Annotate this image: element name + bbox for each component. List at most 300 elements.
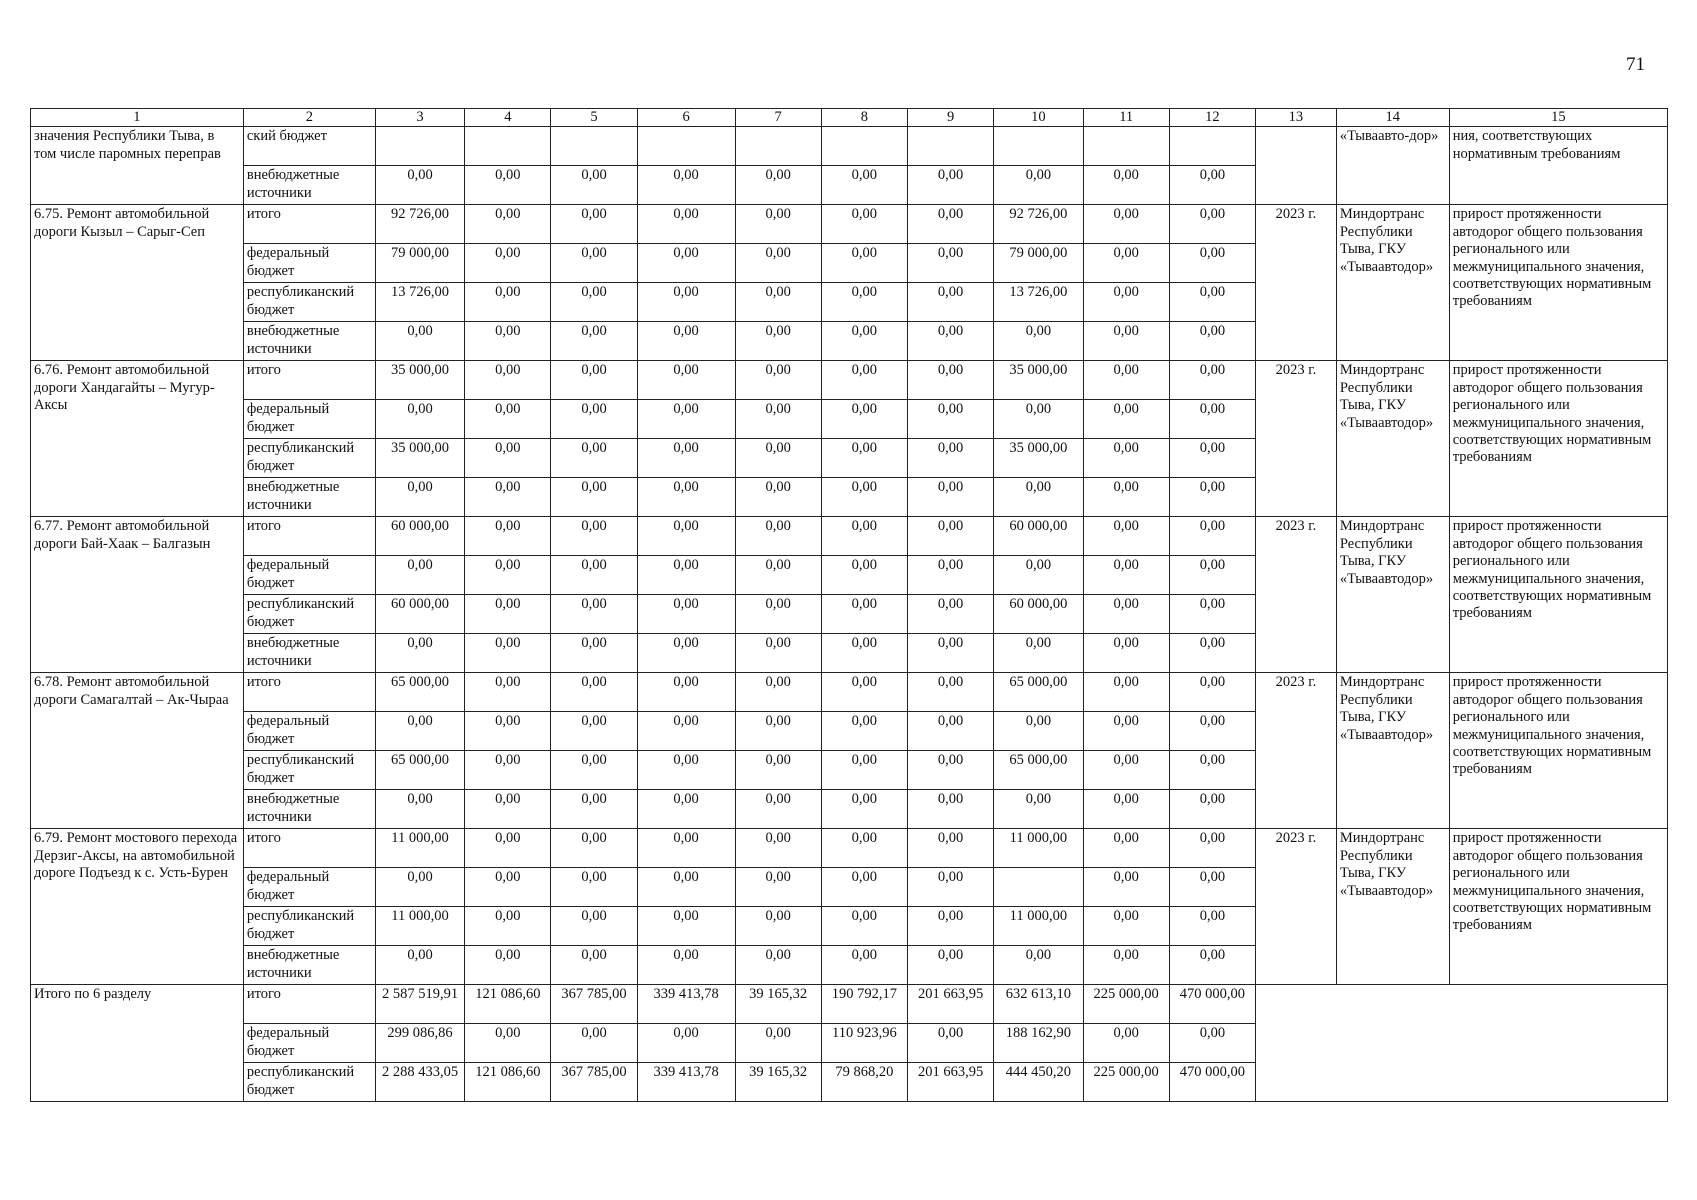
- table-row: [31, 127, 1668, 166]
- amount-cell: 0,00: [551, 673, 637, 712]
- amount-cell: 0,00: [1169, 868, 1255, 907]
- funding-source: ский бюджет: [243, 127, 375, 166]
- amount-cell: 0,00: [735, 673, 821, 712]
- amount-cell: 0,00: [551, 868, 637, 907]
- amount-cell: 11 000,00: [994, 829, 1083, 868]
- amount-cell: 0,00: [735, 907, 821, 946]
- amount-cell: 0,00: [637, 556, 735, 595]
- implementation-period: 2023 г.: [1255, 673, 1336, 829]
- amount-cell: 0,00: [1083, 1024, 1169, 1063]
- funding-source: федеральный бюджет: [243, 868, 375, 907]
- amount-cell: 0,00: [1169, 1024, 1255, 1063]
- amount-cell: 0,00: [821, 751, 907, 790]
- funding-source: внебюджетные источники: [243, 946, 375, 985]
- amount-cell: 0,00: [735, 556, 821, 595]
- implementation-period: 2023 г.: [1255, 205, 1336, 361]
- table-row: [31, 517, 1668, 556]
- amount-cell: 0,00: [375, 322, 464, 361]
- amount-cell: 0,00: [994, 712, 1083, 751]
- amount-cell: 0,00: [1169, 595, 1255, 634]
- amount-cell: 0,00: [735, 751, 821, 790]
- amount-cell: 0,00: [551, 907, 637, 946]
- column-number-13: 13: [1255, 109, 1336, 127]
- amount-cell: 0,00: [637, 946, 735, 985]
- amount-cell: 0,00: [735, 517, 821, 556]
- amount-cell: 2 587 519,91: [375, 985, 464, 1024]
- responsible-executor: «Тываавто-дор»: [1336, 127, 1449, 205]
- funding-source: итого: [243, 829, 375, 868]
- amount-cell: 0,00: [551, 751, 637, 790]
- amount-cell: 0,00: [551, 829, 637, 868]
- responsible-executor: Миндортранс Республики Тыва, ГКУ «Тываавтодор»: [1336, 361, 1449, 517]
- amount-cell: 0,00: [637, 907, 735, 946]
- amount-cell: 0,00: [907, 361, 993, 400]
- amount-cell: 0,00: [735, 595, 821, 634]
- amount-cell: 0,00: [1169, 751, 1255, 790]
- amount-cell: 35 000,00: [994, 361, 1083, 400]
- amount-cell: 0,00: [1083, 322, 1169, 361]
- amount-cell: 39 165,32: [735, 985, 821, 1024]
- amount-cell: 0,00: [1083, 595, 1169, 634]
- amount-cell: 0,00: [551, 283, 637, 322]
- amount-cell: 0,00: [637, 400, 735, 439]
- amount-cell: 65 000,00: [375, 673, 464, 712]
- amount-cell: 0,00: [821, 400, 907, 439]
- amount-cell: [637, 127, 735, 166]
- amount-cell: 0,00: [907, 634, 993, 673]
- amount-cell: 0,00: [907, 673, 993, 712]
- amount-cell: 0,00: [375, 712, 464, 751]
- amount-cell: 65 000,00: [375, 751, 464, 790]
- amount-cell: 0,00: [465, 673, 551, 712]
- table-row: [31, 205, 1668, 244]
- amount-cell: 0,00: [821, 673, 907, 712]
- amount-cell: 0,00: [551, 517, 637, 556]
- amount-cell: 0,00: [1083, 556, 1169, 595]
- amount-cell: 121 086,60: [465, 985, 551, 1024]
- amount-cell: 0,00: [551, 400, 637, 439]
- amount-cell: 0,00: [1083, 478, 1169, 517]
- amount-cell: 0,00: [735, 712, 821, 751]
- amount-cell: 0,00: [551, 361, 637, 400]
- amount-cell: 65 000,00: [994, 673, 1083, 712]
- amount-cell: 225 000,00: [1083, 1063, 1169, 1102]
- amount-cell: [994, 868, 1083, 907]
- amount-cell: 0,00: [821, 244, 907, 283]
- amount-cell: 0,00: [465, 166, 551, 205]
- amount-cell: 0,00: [637, 322, 735, 361]
- amount-cell: 35 000,00: [994, 439, 1083, 478]
- amount-cell: 0,00: [465, 790, 551, 829]
- amount-cell: 0,00: [1083, 205, 1169, 244]
- amount-cell: 0,00: [735, 634, 821, 673]
- amount-cell: 0,00: [821, 166, 907, 205]
- amount-cell: 0,00: [551, 166, 637, 205]
- amount-cell: 0,00: [551, 439, 637, 478]
- amount-cell: 367 785,00: [551, 1063, 637, 1102]
- funding-source: республиканский бюджет: [243, 907, 375, 946]
- amount-cell: [994, 127, 1083, 166]
- amount-cell: 79 868,20: [821, 1063, 907, 1102]
- amount-cell: 60 000,00: [375, 517, 464, 556]
- amount-cell: 0,00: [821, 439, 907, 478]
- amount-cell: 0,00: [465, 595, 551, 634]
- item-name: 6.79. Ремонт мостового перехода Дерзиг-Аксы, на автомобильной дороге Подъезд к с. Усть-Бурен: [31, 829, 244, 985]
- amount-cell: 0,00: [465, 751, 551, 790]
- column-number-1: 1: [31, 109, 244, 127]
- column-number-9: 9: [907, 109, 993, 127]
- amount-cell: 0,00: [465, 361, 551, 400]
- amount-cell: [551, 127, 637, 166]
- amount-cell: 225 000,00: [1083, 985, 1169, 1024]
- amount-cell: 0,00: [375, 478, 464, 517]
- amount-cell: 92 726,00: [375, 205, 464, 244]
- amount-cell: [1169, 127, 1255, 166]
- expected-result: ния, соответствующих нормативным требованиям: [1449, 127, 1667, 205]
- amount-cell: 0,00: [465, 478, 551, 517]
- amount-cell: 0,00: [735, 790, 821, 829]
- amount-cell: 0,00: [1083, 361, 1169, 400]
- funding-source: итого: [243, 205, 375, 244]
- amount-cell: 339 413,78: [637, 985, 735, 1024]
- amount-cell: 0,00: [735, 868, 821, 907]
- amount-cell: 0,00: [1169, 556, 1255, 595]
- amount-cell: 0,00: [637, 868, 735, 907]
- implementation-period: 2023 г.: [1255, 829, 1336, 985]
- amount-cell: 0,00: [465, 946, 551, 985]
- amount-cell: 0,00: [637, 205, 735, 244]
- amount-cell: 0,00: [735, 478, 821, 517]
- amount-cell: 0,00: [821, 907, 907, 946]
- amount-cell: 0,00: [1083, 400, 1169, 439]
- amount-cell: 0,00: [1169, 907, 1255, 946]
- amount-cell: 0,00: [994, 322, 1083, 361]
- amount-cell: 444 450,20: [994, 1063, 1083, 1102]
- budget-table: [30, 108, 1668, 1102]
- amount-cell: 0,00: [1169, 478, 1255, 517]
- responsible-executor: Миндортранс Республики Тыва, ГКУ «Тываавтодор»: [1336, 673, 1449, 829]
- amount-cell: 0,00: [637, 517, 735, 556]
- amount-cell: 0,00: [1169, 634, 1255, 673]
- amount-cell: 0,00: [1169, 205, 1255, 244]
- amount-cell: 92 726,00: [994, 205, 1083, 244]
- amount-cell: 0,00: [465, 634, 551, 673]
- amount-cell: 11 000,00: [375, 907, 464, 946]
- amount-cell: [907, 127, 993, 166]
- amount-cell: 0,00: [821, 946, 907, 985]
- table-row: [31, 361, 1668, 400]
- amount-cell: 0,00: [735, 166, 821, 205]
- amount-cell: 0,00: [1083, 751, 1169, 790]
- amount-cell: 201 663,95: [907, 1063, 993, 1102]
- implementation-period: [1255, 127, 1336, 205]
- column-number-7: 7: [735, 109, 821, 127]
- funding-source: республиканский бюджет: [243, 1063, 375, 1102]
- amount-cell: 0,00: [551, 634, 637, 673]
- amount-cell: 201 663,95: [907, 985, 993, 1024]
- amount-cell: 0,00: [465, 1024, 551, 1063]
- amount-cell: 0,00: [907, 907, 993, 946]
- amount-cell: 0,00: [907, 751, 993, 790]
- header-row: [31, 109, 1668, 127]
- amount-cell: 0,00: [907, 829, 993, 868]
- column-number-15: 15: [1449, 109, 1667, 127]
- amount-cell: 0,00: [1083, 868, 1169, 907]
- amount-cell: 470 000,00: [1169, 985, 1255, 1024]
- amount-cell: 13 726,00: [994, 283, 1083, 322]
- amount-cell: 0,00: [1169, 790, 1255, 829]
- amount-cell: 39 165,32: [735, 1063, 821, 1102]
- amount-cell: 0,00: [907, 595, 993, 634]
- amount-cell: 0,00: [1083, 907, 1169, 946]
- table-row: [31, 985, 1668, 1024]
- amount-cell: 11 000,00: [994, 907, 1083, 946]
- amount-cell: 79 000,00: [994, 244, 1083, 283]
- amount-cell: 0,00: [907, 790, 993, 829]
- amount-cell: 0,00: [637, 283, 735, 322]
- funding-source: федеральный бюджет: [243, 556, 375, 595]
- amount-cell: 0,00: [994, 478, 1083, 517]
- amount-cell: 190 792,17: [821, 985, 907, 1024]
- funding-source: федеральный бюджет: [243, 1024, 375, 1063]
- amount-cell: 0,00: [994, 400, 1083, 439]
- item-name: значения Республики Тыва, в том числе паромных переправ: [31, 127, 244, 205]
- empty-cell: [1255, 985, 1667, 1102]
- column-number-2: 2: [243, 109, 375, 127]
- item-name: Итого по 6 разделу: [31, 985, 244, 1102]
- amount-cell: 0,00: [465, 205, 551, 244]
- amount-cell: 0,00: [637, 361, 735, 400]
- amount-cell: 0,00: [637, 829, 735, 868]
- amount-cell: 0,00: [465, 283, 551, 322]
- amount-cell: 0,00: [637, 166, 735, 205]
- amount-cell: 0,00: [821, 283, 907, 322]
- responsible-executor: Миндортранс Республики Тыва, ГКУ «Тываавтодор»: [1336, 517, 1449, 673]
- amount-cell: 0,00: [551, 244, 637, 283]
- amount-cell: [375, 127, 464, 166]
- amount-cell: 0,00: [1083, 439, 1169, 478]
- amount-cell: [1083, 127, 1169, 166]
- funding-source: внебюджетные источники: [243, 322, 375, 361]
- amount-cell: 0,00: [907, 946, 993, 985]
- funding-source: республиканский бюджет: [243, 283, 375, 322]
- amount-cell: 0,00: [465, 712, 551, 751]
- funding-source: федеральный бюджет: [243, 400, 375, 439]
- amount-cell: 0,00: [551, 595, 637, 634]
- amount-cell: [465, 127, 551, 166]
- amount-cell: 0,00: [821, 595, 907, 634]
- amount-cell: 65 000,00: [994, 751, 1083, 790]
- amount-cell: 0,00: [375, 166, 464, 205]
- amount-cell: 0,00: [994, 790, 1083, 829]
- amount-cell: 0,00: [907, 517, 993, 556]
- column-number-12: 12: [1169, 109, 1255, 127]
- amount-cell: 299 086,86: [375, 1024, 464, 1063]
- funding-source: внебюджетные источники: [243, 634, 375, 673]
- funding-source: внебюджетные источники: [243, 166, 375, 205]
- amount-cell: 0,00: [1169, 400, 1255, 439]
- amount-cell: 0,00: [465, 244, 551, 283]
- amount-cell: 0,00: [1169, 673, 1255, 712]
- amount-cell: 632 613,10: [994, 985, 1083, 1024]
- amount-cell: 0,00: [1169, 361, 1255, 400]
- amount-cell: 0,00: [907, 322, 993, 361]
- amount-cell: 0,00: [821, 205, 907, 244]
- amount-cell: 0,00: [735, 400, 821, 439]
- amount-cell: 0,00: [375, 868, 464, 907]
- amount-cell: 0,00: [821, 790, 907, 829]
- amount-cell: 0,00: [465, 322, 551, 361]
- amount-cell: 0,00: [821, 712, 907, 751]
- amount-cell: 35 000,00: [375, 361, 464, 400]
- funding-source: федеральный бюджет: [243, 244, 375, 283]
- amount-cell: 0,00: [1169, 283, 1255, 322]
- table-row: [31, 673, 1668, 712]
- funding-source: республиканский бюджет: [243, 751, 375, 790]
- amount-cell: 0,00: [375, 634, 464, 673]
- amount-cell: 0,00: [907, 1024, 993, 1063]
- amount-cell: 0,00: [1083, 790, 1169, 829]
- amount-cell: 0,00: [1083, 517, 1169, 556]
- amount-cell: 0,00: [821, 361, 907, 400]
- amount-cell: 0,00: [735, 829, 821, 868]
- amount-cell: 0,00: [551, 1024, 637, 1063]
- amount-cell: 0,00: [907, 439, 993, 478]
- column-number-14: 14: [1336, 109, 1449, 127]
- amount-cell: 121 086,60: [465, 1063, 551, 1102]
- amount-cell: 0,00: [1083, 283, 1169, 322]
- amount-cell: 0,00: [1083, 946, 1169, 985]
- funding-source: итого: [243, 985, 375, 1024]
- amount-cell: 367 785,00: [551, 985, 637, 1024]
- amount-cell: 0,00: [735, 283, 821, 322]
- amount-cell: 110 923,96: [821, 1024, 907, 1063]
- amount-cell: 339 413,78: [637, 1063, 735, 1102]
- amount-cell: 0,00: [551, 946, 637, 985]
- amount-cell: 0,00: [375, 946, 464, 985]
- amount-cell: 0,00: [1169, 829, 1255, 868]
- amount-cell: 0,00: [735, 946, 821, 985]
- amount-cell: 0,00: [994, 166, 1083, 205]
- funding-source: внебюджетные источники: [243, 790, 375, 829]
- amount-cell: 0,00: [637, 478, 735, 517]
- expected-result: прирост протяженности автодорог общего пользования регионального или межмуниципального значения, соответствующих нормативным требованиям: [1449, 673, 1667, 829]
- amount-cell: 0,00: [551, 478, 637, 517]
- item-name: 6.78. Ремонт автомобильной дороги Самагалтай – Ак-Чыраа: [31, 673, 244, 829]
- amount-cell: 0,00: [637, 1024, 735, 1063]
- amount-cell: [735, 127, 821, 166]
- amount-cell: 0,00: [465, 439, 551, 478]
- page-number: 71: [1626, 54, 1645, 75]
- amount-cell: 0,00: [1169, 517, 1255, 556]
- amount-cell: 0,00: [637, 439, 735, 478]
- amount-cell: 0,00: [735, 244, 821, 283]
- amount-cell: 0,00: [735, 439, 821, 478]
- amount-cell: 0,00: [637, 244, 735, 283]
- responsible-executor: Миндортранс Республики Тыва, ГКУ «Тываавтодор»: [1336, 205, 1449, 361]
- amount-cell: 0,00: [907, 868, 993, 907]
- amount-cell: 0,00: [1169, 322, 1255, 361]
- amount-cell: 0,00: [637, 673, 735, 712]
- amount-cell: 0,00: [1169, 439, 1255, 478]
- amount-cell: 35 000,00: [375, 439, 464, 478]
- funding-source: итого: [243, 517, 375, 556]
- amount-cell: 0,00: [465, 907, 551, 946]
- amount-cell: 0,00: [637, 595, 735, 634]
- amount-cell: 0,00: [551, 322, 637, 361]
- amount-cell: 0,00: [551, 790, 637, 829]
- amount-cell: 0,00: [1083, 244, 1169, 283]
- column-number-4: 4: [465, 109, 551, 127]
- amount-cell: 0,00: [907, 166, 993, 205]
- amount-cell: 0,00: [637, 634, 735, 673]
- amount-cell: 0,00: [465, 556, 551, 595]
- amount-cell: 0,00: [1169, 244, 1255, 283]
- funding-source: итого: [243, 673, 375, 712]
- amount-cell: 0,00: [465, 868, 551, 907]
- amount-cell: 0,00: [994, 634, 1083, 673]
- amount-cell: 0,00: [907, 478, 993, 517]
- table-row: [31, 829, 1668, 868]
- amount-cell: 0,00: [637, 790, 735, 829]
- amount-cell: 0,00: [1169, 166, 1255, 205]
- funding-source: итого: [243, 361, 375, 400]
- amount-cell: 0,00: [821, 322, 907, 361]
- column-number-3: 3: [375, 109, 464, 127]
- amount-cell: 0,00: [821, 556, 907, 595]
- amount-cell: 0,00: [735, 361, 821, 400]
- responsible-executor: Миндортранс Республики Тыва, ГКУ «Тываавтодор»: [1336, 829, 1449, 985]
- expected-result: прирост протяженности автодорог общего пользования регионального или межмуниципального значения, соответствующих нормативным требованиям: [1449, 205, 1667, 361]
- amount-cell: 0,00: [465, 400, 551, 439]
- amount-cell: 0,00: [1083, 166, 1169, 205]
- amount-cell: 0,00: [735, 205, 821, 244]
- amount-cell: 60 000,00: [375, 595, 464, 634]
- amount-cell: 60 000,00: [994, 517, 1083, 556]
- amount-cell: 0,00: [907, 244, 993, 283]
- amount-cell: 0,00: [821, 868, 907, 907]
- item-name: 6.76. Ремонт автомобильной дороги Хандагайты – Мугур-Аксы: [31, 361, 244, 517]
- amount-cell: 13 726,00: [375, 283, 464, 322]
- amount-cell: 0,00: [637, 751, 735, 790]
- expected-result: прирост протяженности автодорог общего пользования регионального или межмуниципального значения, соответствующих нормативным требованиям: [1449, 361, 1667, 517]
- amount-cell: 0,00: [551, 205, 637, 244]
- amount-cell: [821, 127, 907, 166]
- funding-source: внебюджетные источники: [243, 478, 375, 517]
- amount-cell: 0,00: [821, 517, 907, 556]
- amount-cell: 0,00: [1169, 712, 1255, 751]
- amount-cell: 0,00: [465, 517, 551, 556]
- amount-cell: 0,00: [1083, 712, 1169, 751]
- amount-cell: 470 000,00: [1169, 1063, 1255, 1102]
- amount-cell: 0,00: [994, 946, 1083, 985]
- amount-cell: 0,00: [551, 556, 637, 595]
- amount-cell: 0,00: [1083, 634, 1169, 673]
- amount-cell: 0,00: [375, 790, 464, 829]
- implementation-period: 2023 г.: [1255, 517, 1336, 673]
- amount-cell: 0,00: [1083, 673, 1169, 712]
- funding-source: республиканский бюджет: [243, 439, 375, 478]
- amount-cell: 0,00: [994, 556, 1083, 595]
- amount-cell: 0,00: [907, 205, 993, 244]
- amount-cell: 0,00: [375, 400, 464, 439]
- column-number-10: 10: [994, 109, 1083, 127]
- amount-cell: 0,00: [1169, 946, 1255, 985]
- funding-source: федеральный бюджет: [243, 712, 375, 751]
- amount-cell: 0,00: [551, 712, 637, 751]
- amount-cell: 0,00: [637, 712, 735, 751]
- expected-result: прирост протяженности автодорог общего пользования регионального или межмуниципального значения, соответствующих нормативным требованиям: [1449, 517, 1667, 673]
